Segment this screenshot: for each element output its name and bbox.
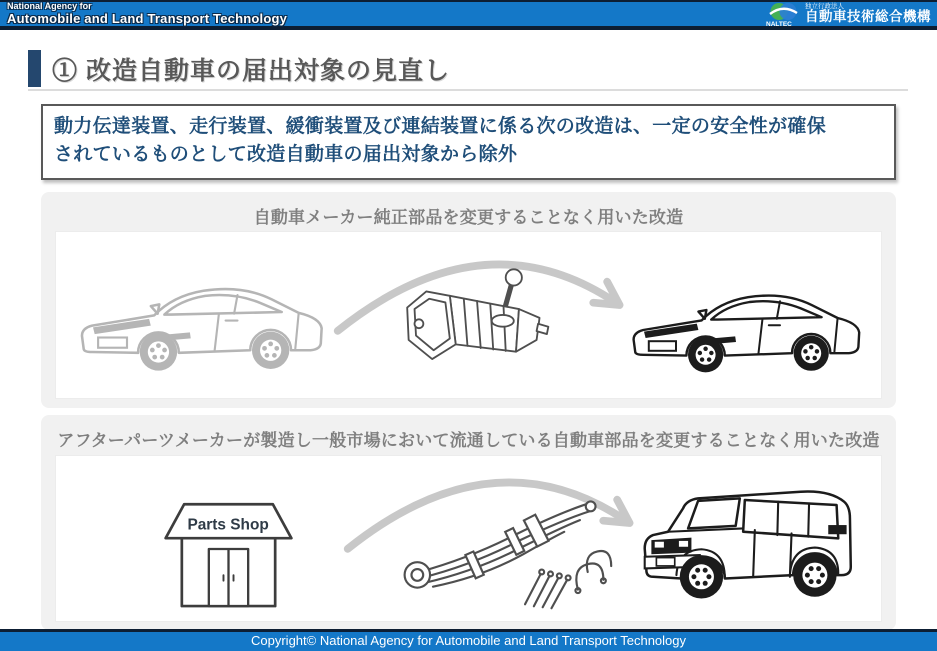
- modified-suv-illustration: [638, 470, 880, 616]
- naltec-brand-text: NALTEC: [766, 20, 792, 28]
- title-underline: [28, 89, 908, 91]
- statement-line2: されているものとして改造自動車の届出対象から除外: [54, 144, 518, 165]
- naltec-logo-icon: [765, 1, 801, 28]
- parts-shop-label: Parts Shop: [187, 516, 269, 534]
- statement-line1: 動力伝達装置、走行装置、緩衝装置及び連結装置に係る次の改造は、一定の安全性が確保: [54, 116, 827, 137]
- modified-coupe-illustration: [628, 274, 868, 382]
- statement-box: [41, 104, 896, 180]
- leaf-spring-part-illustration: [386, 474, 621, 621]
- agency-name: [7, 2, 287, 25]
- naltec-logo: [765, 1, 931, 28]
- org-name-block: [805, 4, 931, 25]
- parts-shop-illustration: [161, 498, 296, 610]
- stock-coupe-illustration: [76, 266, 331, 381]
- section1-panel: [55, 231, 882, 399]
- section-aftermarket-parts: [41, 415, 896, 630]
- org-name-label: 自動車技術総合機構: [805, 9, 931, 25]
- section2-panel: [55, 455, 882, 622]
- section-oem-parts: [41, 192, 896, 408]
- section1-heading: 自動車メーカー純正部品を変更することなく用いた改造: [253, 208, 684, 227]
- agency-line1: National Agency for: [7, 1, 92, 12]
- agency-line2: Automobile and Land Transport Technology: [7, 10, 288, 26]
- org-type-label: 独立行政法人: [805, 2, 844, 10]
- section2-heading: アフターパーツメーカーが製造し一般市場において流通している自動車部品を変更することなく用いた改造: [57, 431, 880, 450]
- copyright-text: Copyright© National Agency for Automobile and Land Transport Technology: [251, 633, 686, 648]
- header-bar: [0, 0, 937, 30]
- transmission-part-illustration: [401, 262, 556, 387]
- footer-bar: [0, 629, 937, 651]
- title-accent-bar: [28, 50, 41, 87]
- page-title: ① 改造自動車の届出対象の見直し: [52, 57, 450, 85]
